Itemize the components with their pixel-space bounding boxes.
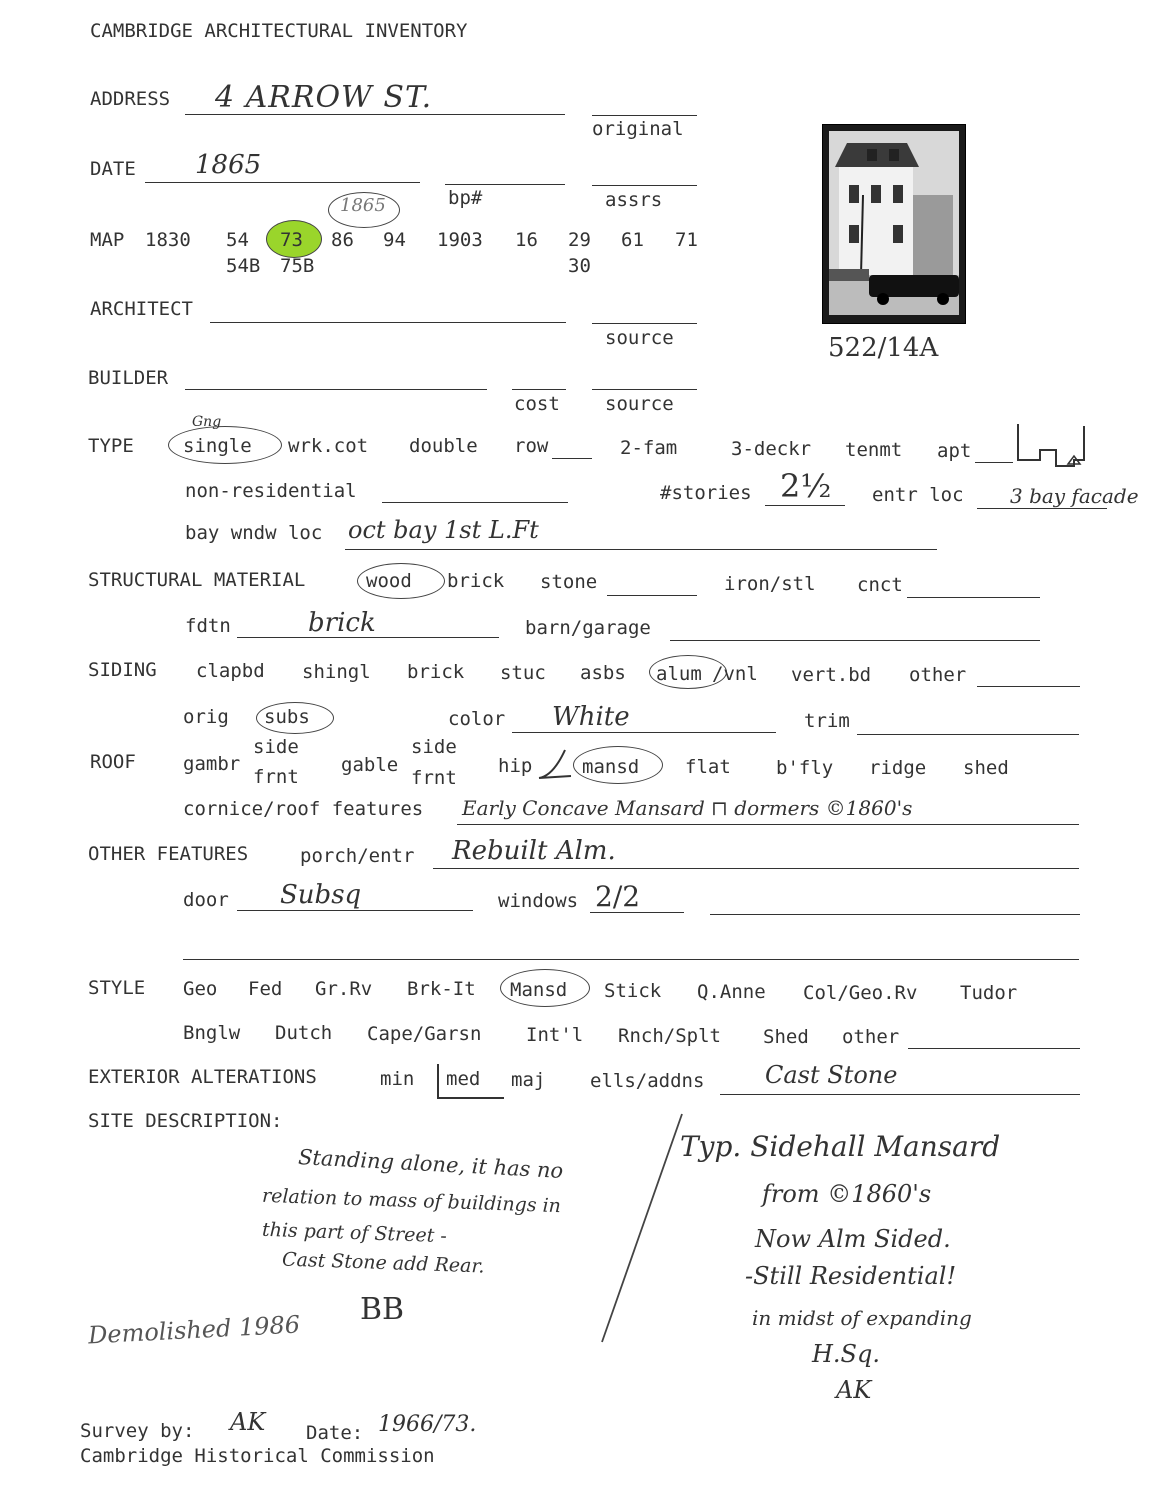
style-other-line xyxy=(908,1048,1080,1049)
date-label: DATE xyxy=(90,158,136,180)
cornice-value: Early Concave Mansard ⊓ dormers ©1860's xyxy=(462,796,913,820)
structural-brick: brick xyxy=(447,570,505,592)
ells-line xyxy=(720,1094,1080,1095)
siding-label: SIDING xyxy=(88,659,157,681)
cornice-label: cornice/roof features xyxy=(183,798,424,820)
windows-extra-line xyxy=(710,914,1080,915)
survey-date-label: Date: xyxy=(306,1422,364,1444)
style-q-anne: Q.Anne xyxy=(697,981,766,1003)
door-line xyxy=(237,910,473,911)
type-double: double xyxy=(409,435,478,457)
date-annotation: 1865 xyxy=(340,195,386,216)
style-col-geo-rv: Col/Geo.Rv xyxy=(803,982,918,1004)
site-description-label: SITE DESCRIPTION: xyxy=(88,1110,283,1132)
roof-frnt-1: frnt xyxy=(253,766,299,788)
bp-line xyxy=(445,184,565,185)
address-line xyxy=(185,114,565,115)
address-value: 4 ARROW ST. xyxy=(215,80,433,115)
roof-mansd: mansd xyxy=(582,756,640,778)
siding-vnl: /vnl xyxy=(712,663,758,685)
site-right-note: H.Sq. xyxy=(812,1340,880,1368)
roof-hip: hip xyxy=(498,755,533,777)
roof-frnt-2: frnt xyxy=(411,767,457,789)
type-row: row xyxy=(514,435,549,457)
form-title: CAMBRIDGE ARCHITECTURAL INVENTORY xyxy=(90,20,468,42)
survey-date-value: 1966/73. xyxy=(378,1412,477,1437)
style-tudor: Tudor xyxy=(960,982,1018,1004)
architect-line xyxy=(210,322,566,323)
siding-other-line xyxy=(977,686,1080,687)
map-subyear: 54B xyxy=(226,255,261,277)
other-features-extra-line xyxy=(183,959,1079,960)
bp-label: bp# xyxy=(448,187,483,209)
map-year: 71 xyxy=(675,229,698,251)
style-gr-rv: Gr.Rv xyxy=(315,978,373,1000)
style-mansd: Mansd xyxy=(510,979,568,1001)
siding-alum: alum xyxy=(656,663,702,685)
siding-stuc: stuc xyxy=(500,662,546,684)
assrs-label: assrs xyxy=(605,189,663,211)
map-year: 94 xyxy=(383,229,406,251)
fdtn-value: brick xyxy=(308,608,376,638)
house-photo-image xyxy=(823,125,965,323)
map-year: 1830 xyxy=(145,229,191,251)
roof-shed: shed xyxy=(963,757,1009,779)
orig-label: orig xyxy=(183,706,229,728)
windows-value: 2/2 xyxy=(595,880,641,913)
photo-caption: 522/14A xyxy=(828,333,939,363)
siding-clapbd: clapbd xyxy=(196,660,265,682)
site-left-initials: BB xyxy=(360,1292,405,1327)
cost-line xyxy=(512,389,566,390)
structural-cnct: cnct xyxy=(857,574,903,596)
builder-label: BUILDER xyxy=(88,367,169,389)
roof-gable: gable xyxy=(341,754,399,776)
map-year: 61 xyxy=(621,229,644,251)
fdtn-line xyxy=(237,637,499,638)
map-subyear: 75B xyxy=(280,255,315,277)
site-right-note: Now Alm Sided. xyxy=(755,1225,951,1253)
site-right-note: in midst of expanding xyxy=(752,1306,972,1330)
architect-source-label: source xyxy=(605,327,674,349)
type-2fam: 2-fam xyxy=(620,437,678,459)
site-right-note: Typ. Sidehall Mansard xyxy=(680,1130,1001,1163)
date-line xyxy=(145,182,420,183)
original-line xyxy=(592,115,697,116)
cnct-line xyxy=(907,597,1040,598)
roof-ridge: ridge xyxy=(869,757,927,779)
building-photo xyxy=(822,124,966,324)
site-left-note: relation to mass of buildings in xyxy=(261,1184,562,1218)
map-year-highlighted: 73 xyxy=(280,229,303,251)
site-left-note: Standing alone, it has no xyxy=(297,1145,564,1183)
original-label: original xyxy=(592,118,684,140)
structural-label: STRUCTURAL MATERIAL xyxy=(88,569,306,591)
site-right-note: -Still Residential! xyxy=(745,1262,957,1290)
alterations-med: med xyxy=(446,1068,481,1090)
roof-label: ROOF xyxy=(90,751,136,773)
plan-sketch-icon xyxy=(1012,420,1092,476)
windows-line xyxy=(590,912,684,913)
orig-value: subs xyxy=(264,706,310,728)
style-cape-garsn: Cape/Garsn xyxy=(367,1023,482,1045)
apt-line xyxy=(975,462,1013,463)
trim-line xyxy=(857,734,1079,735)
barn-garage-line xyxy=(670,640,1040,641)
type-apt: apt xyxy=(937,440,972,462)
site-divider-line xyxy=(590,1110,690,1350)
porch-line xyxy=(433,868,1079,869)
roof-gambr: gambr xyxy=(183,753,241,775)
roof-bfly: b'fly xyxy=(776,757,834,779)
builder-line xyxy=(185,389,487,390)
row-line xyxy=(552,458,592,459)
windows-label: windows xyxy=(498,890,579,912)
assrs-line xyxy=(592,185,697,186)
alterations-label: EXTERIOR ALTERATIONS xyxy=(88,1066,317,1088)
type-label: TYPE xyxy=(88,435,134,457)
style-label: STYLE xyxy=(88,977,146,999)
single-note: Gng xyxy=(192,414,222,430)
style-bnglw: Bnglw xyxy=(183,1022,241,1044)
color-line xyxy=(512,732,776,733)
map-label: MAP xyxy=(90,229,125,251)
entr-loc-line xyxy=(977,508,1107,509)
bay-wndw-line xyxy=(345,549,937,550)
alterations-maj: maj xyxy=(511,1069,546,1091)
builder-source-line xyxy=(592,389,697,390)
address-label: ADDRESS xyxy=(90,88,171,110)
porch-value: Rebuilt Alm. xyxy=(452,836,616,866)
cost-label: cost xyxy=(514,393,560,415)
stories-value: 2½ xyxy=(780,467,832,505)
structural-wood: wood xyxy=(366,570,412,592)
type-single: single xyxy=(183,435,252,457)
bay-wndw-value: oct bay 1st L.Ft xyxy=(348,516,539,544)
map-year: 16 xyxy=(515,229,538,251)
other-features-label: OTHER FEATURES xyxy=(88,843,249,865)
siding-vert-bd: vert.bd xyxy=(791,664,872,686)
style-geo: Geo xyxy=(183,978,218,1000)
style-dutch: Dutch xyxy=(275,1022,333,1044)
site-left-note: this part of Street - xyxy=(261,1218,448,1248)
alterations-min: min xyxy=(380,1068,415,1090)
cornice-line xyxy=(457,824,1079,825)
color-label: color xyxy=(448,708,506,730)
site-right-note: from ©1860's xyxy=(762,1180,932,1208)
barn-garage-label: barn/garage xyxy=(525,617,651,639)
roof-mark-icon xyxy=(535,746,575,782)
survey-by-label: Survey by: xyxy=(80,1420,195,1442)
entr-loc-label: entr loc xyxy=(872,484,964,506)
type-wrk-cot: wrk.cot xyxy=(288,435,369,457)
map-year: 54 xyxy=(226,229,249,251)
structural-iron: iron/stl xyxy=(724,573,816,595)
stone-line xyxy=(607,595,697,596)
ells-label: ells/addns xyxy=(590,1070,705,1092)
map-year: 29 xyxy=(568,229,591,251)
map-subyear: 30 xyxy=(568,255,591,277)
stories-line xyxy=(765,505,845,506)
demolished-note: Demolished 1986 xyxy=(87,1310,301,1350)
style-fed: Fed xyxy=(248,978,283,1000)
non-residential-line xyxy=(382,502,568,503)
porch-label: porch/entr xyxy=(300,845,415,867)
survey-by-value: AK xyxy=(230,1408,266,1436)
site-right-initials: AK xyxy=(836,1376,872,1404)
structural-stone: stone xyxy=(540,571,598,593)
architect-source-line xyxy=(592,323,697,324)
style-stick: Stick xyxy=(604,980,662,1002)
style-other: other xyxy=(842,1026,900,1048)
roof-flat: flat xyxy=(685,756,731,778)
builder-source-label: source xyxy=(605,393,674,415)
siding-asbs: asbs xyxy=(580,662,626,684)
trim-label: trim xyxy=(804,710,850,732)
siding-shingl: shingl xyxy=(302,661,371,683)
roof-side-1: side xyxy=(253,736,299,758)
site-left-note: Cast Stone add Rear. xyxy=(281,1248,485,1278)
door-label: door xyxy=(183,889,229,911)
style-shed: Shed xyxy=(763,1026,809,1048)
stories-label: #stories xyxy=(660,482,752,504)
non-residential-label: non-residential xyxy=(185,480,357,502)
commission-name: Cambridge Historical Commission xyxy=(80,1445,435,1467)
entr-loc-value: 3 bay facade xyxy=(1010,484,1139,508)
style-intl: Int'l xyxy=(526,1024,584,1046)
date-value: 1865 xyxy=(195,150,262,180)
style-brk-it: Brk-It xyxy=(407,978,476,1000)
type-tenmt: tenmt xyxy=(845,439,903,461)
door-value: Subsq xyxy=(280,880,362,910)
fdtn-label: fdtn xyxy=(185,615,231,637)
map-year: 86 xyxy=(331,229,354,251)
map-year: 1903 xyxy=(437,229,483,251)
roof-side-2: side xyxy=(411,736,457,758)
type-3deckr: 3-deckr xyxy=(731,438,812,460)
bay-wndw-label: bay wndw loc xyxy=(185,522,323,544)
siding-other: other xyxy=(909,664,967,686)
style-rnch-splt: Rnch/Splt xyxy=(618,1025,721,1047)
siding-brick: brick xyxy=(407,661,465,683)
architect-label: ARCHITECT xyxy=(90,298,193,320)
ells-value: Cast Stone xyxy=(765,1061,898,1089)
color-value: White xyxy=(552,702,630,732)
